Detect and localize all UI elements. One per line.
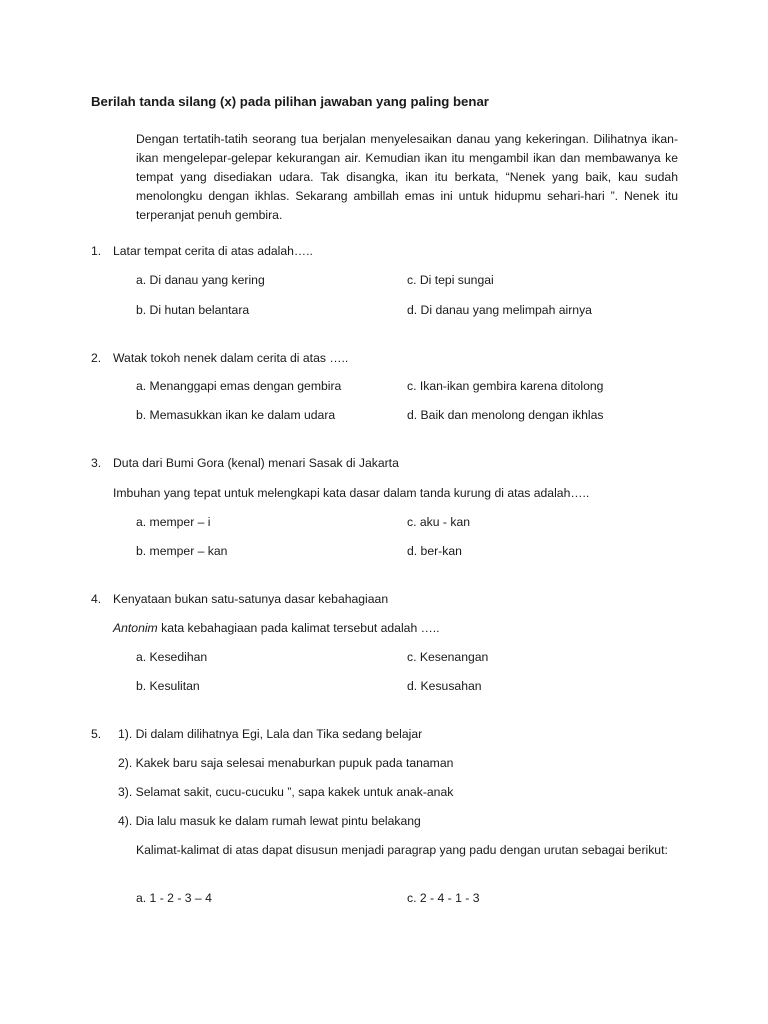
question-5-number: 5. — [91, 727, 102, 741]
question-2-option-a[interactable]: a. Menanggapi emas dengan gembira — [136, 379, 342, 393]
question-5-sentence-4: 4). Dia lalu masuk ke dalam rumah lewat pintu belakang — [118, 814, 421, 828]
question-5-option-c[interactable]: c. 2 - 4 - 1 - 3 — [407, 891, 480, 905]
question-3-option-a[interactable]: a. memper – i — [136, 515, 211, 529]
question-4-option-b[interactable]: b. Kesulitan — [136, 679, 200, 693]
question-3-option-d[interactable]: d. ber-kan — [407, 544, 462, 558]
question-5-sentence-2: 2). Kakek baru saja selesai menaburkan pupuk pada tanaman — [118, 756, 454, 770]
question-1-text: Latar tempat cerita di atas adalah….. — [113, 244, 313, 258]
question-3-stem: Imbuhan yang tepat untuk melengkapi kata dasar dalam tanda kurung di atas adalah….. — [113, 486, 590, 500]
question-4-option-a[interactable]: a. Kesedihan — [136, 650, 208, 664]
question-5-stem: Kalimat-kalimat di atas dapat disusun menjadi paragrap yang padu dengan urutan sebagai berikut: — [136, 843, 668, 857]
question-4-option-d[interactable]: d. Kesusahan — [407, 679, 482, 693]
question-2-option-d[interactable]: d. Baik dan menolong dengan ikhlas — [407, 408, 604, 422]
question-2-option-c[interactable]: c. Ikan-ikan gembira karena ditolong — [407, 379, 604, 393]
question-2-option-b[interactable]: b. Memasukkan ikan ke dalam udara — [136, 408, 336, 422]
question-2-number: 2. — [91, 351, 102, 365]
question-1-number: 1. — [91, 244, 102, 258]
question-4-number: 4. — [91, 592, 102, 606]
question-3-option-c[interactable]: c. aku - kan — [407, 515, 470, 529]
instruction-heading: Berilah tanda silang (x) pada pilihan jawaban yang paling benar — [91, 94, 489, 109]
question-4-stem — [113, 620, 440, 636]
question-5-sentence-3: 3). Selamat sakit, cucu-cucuku ”, sapa kakek untuk anak-anak — [118, 785, 454, 799]
question-2-text: Watak tokoh nenek dalam cerita di atas ….. — [113, 351, 349, 365]
question-4-stem-rest: kata kebahagiaan pada kalimat tersebut adalah ….. — [157, 621, 440, 635]
question-4-stem-italic: Antonim — [113, 621, 158, 635]
question-1-option-d[interactable]: d. Di danau yang melimpah airnya — [407, 303, 592, 317]
question-5-option-a[interactable]: a. 1 - 2 - 3 – 4 — [136, 891, 212, 905]
question-1-option-a[interactable]: a. Di danau yang kering — [136, 273, 265, 287]
question-3-number: 3. — [91, 456, 102, 470]
question-3-option-b[interactable]: b. memper – kan — [136, 544, 228, 558]
question-1-option-c[interactable]: c. Di tepi sungai — [407, 273, 494, 287]
question-4-option-c[interactable]: c. Kesenangan — [407, 650, 489, 664]
question-5-sentence-1: 1). Di dalam dilihatnya Egi, Lala dan Tika sedang belajar — [118, 727, 423, 741]
question-1-option-b[interactable]: b. Di hutan belantara — [136, 303, 250, 317]
reading-passage: Dengan tertatih-tatih seorang tua berjalan menyelesaikan danau yang kekeringan. Dilihatnya ikan-ikan mengelepar-gelepar kekurangan air. Kemudian ikan itu mengambil ikan dan membawanya ke tempat yang disediakan udara. Tak disangka, ikan itu berkata, “Nenek yang baik, kau sudah menolongku dengan ikhlas. Sekarang ambillah emas ini untuk hidupmu sehari-hari ”. Nenek itu terperanjat penuh gembira. — [136, 132, 678, 222]
question-3-text: Duta dari Bumi Gora (kenal) menari Sasak di Jakarta — [113, 456, 399, 470]
question-4-text: Kenyataan bukan satu-satunya dasar kebahagiaan — [113, 592, 389, 606]
